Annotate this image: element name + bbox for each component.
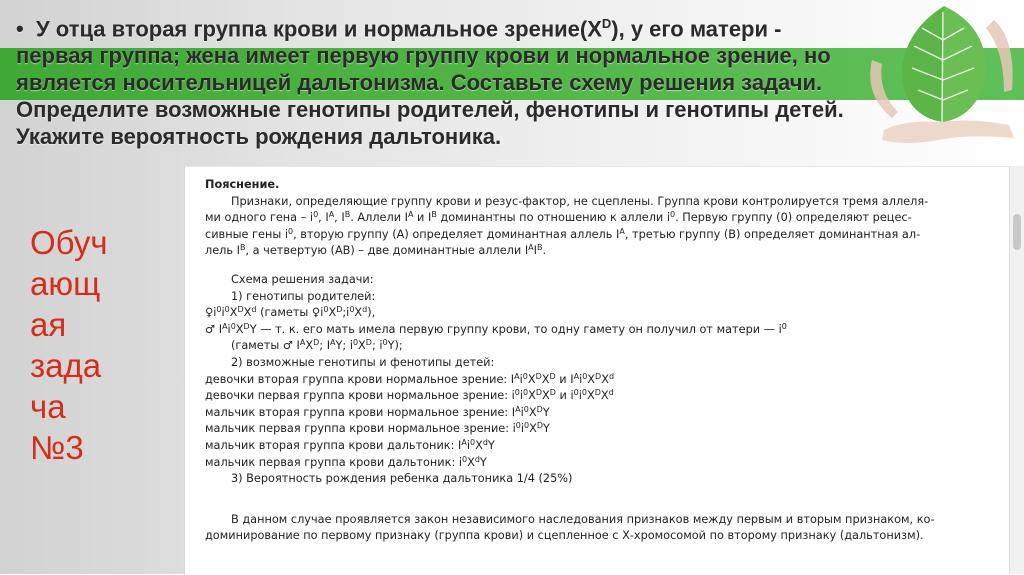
text-span: i — [520, 405, 524, 419]
text-span: ♀i — [205, 306, 217, 320]
text-span: i — [227, 322, 231, 336]
solution-sheet — [184, 166, 1024, 575]
sup: A — [619, 226, 625, 236]
sup: 0 — [523, 388, 529, 398]
text-span: ми одного гена – i — [205, 211, 314, 225]
leaf-in-hands-icon — [844, 0, 1024, 150]
text-span: I — [533, 244, 537, 258]
sup: 0 — [352, 338, 359, 348]
sup: A — [299, 338, 306, 348]
sheet-heading: Пояснение. — [205, 178, 280, 191]
side-title — [30, 222, 150, 468]
text-span: , I — [334, 211, 345, 225]
text-span: мальчик вторая группа крови нормальное зрение: I — [205, 405, 516, 419]
text-span: i — [520, 422, 525, 436]
text-span: X — [587, 372, 596, 386]
sup: d — [362, 305, 368, 315]
side-title-line: зада — [30, 347, 102, 384]
text-span: ;i — [342, 306, 350, 320]
sup: A — [407, 210, 414, 220]
sup: D — [237, 305, 244, 315]
sup: B — [344, 210, 351, 220]
text-span: X — [600, 389, 609, 403]
sup: D — [594, 388, 601, 398]
text-span: X — [467, 455, 475, 469]
text-span: X — [358, 339, 366, 353]
text-span: и I — [413, 211, 432, 225]
sup: d — [608, 388, 614, 398]
child-boy-1-colorblind — [205, 455, 995, 472]
sup: B — [537, 243, 543, 253]
sup: B — [239, 243, 246, 253]
sup: A — [461, 437, 467, 447]
text-span: i — [570, 389, 574, 403]
sup: 0 — [462, 454, 468, 464]
child-boy-1-normal — [205, 421, 995, 438]
sup: D — [535, 371, 542, 381]
text-span: i — [519, 372, 523, 386]
text-span: X — [528, 389, 536, 403]
scrollbar[interactable] — [1009, 166, 1024, 574]
sup: 0 — [670, 210, 676, 220]
text-span: мальчик первая группа крови дальтоник: i — [205, 455, 462, 469]
sup: 0 — [581, 388, 587, 398]
sup: A — [528, 243, 534, 253]
side-title-line: ая — [30, 306, 67, 343]
child-girl-2 — [205, 372, 995, 389]
text-span: X — [354, 306, 363, 320]
text-span: X — [527, 372, 536, 386]
father-genotype — [205, 322, 995, 339]
side-title-line: №3 — [30, 429, 84, 466]
text-span: I — [570, 372, 574, 386]
sup: 0 — [514, 388, 520, 398]
text-span: Y — [487, 438, 495, 452]
sup: 0 — [469, 437, 476, 447]
text-span: X — [229, 306, 238, 320]
sup: 0 — [287, 226, 294, 236]
text-span: девочки первая группа крови нормальное зрение: i — [205, 389, 515, 403]
text-span: и — [555, 372, 571, 386]
conclusion-line-1: В данном случае проявляется закон независимого наследования признаков между первым и вторым признаком, ко- — [231, 512, 935, 526]
text-span: X — [475, 438, 483, 452]
father-gametes — [205, 338, 995, 355]
question-sup: D — [601, 16, 612, 31]
sup: D — [595, 371, 602, 381]
sup: d — [482, 437, 488, 447]
mother-genotype — [205, 305, 995, 322]
text-span: (гаметы ♀i — [256, 306, 324, 320]
text-span: . — [542, 244, 547, 258]
text-span: девочки вторая группа крови нормальное зрение: I — [205, 372, 515, 386]
text-span: Признаки, определяющие группу крови и резус-фактор, не сцеплены. Группа крови контролируется тремя аллеля- — [231, 194, 929, 208]
sup: D — [336, 305, 343, 315]
text-span: X — [601, 372, 609, 386]
conclusion-line-2: доминирование по первому признаку (группа крови) и сцепленное с Х-хромосомой по второму признаку (дальтонизм). — [205, 529, 924, 543]
child-girl-1 — [205, 388, 995, 405]
text-span: Y — [543, 422, 550, 436]
spacer — [205, 260, 995, 272]
text-span: (гаметы ♂ I — [231, 339, 300, 353]
text-span: X — [586, 389, 595, 403]
spacer — [205, 500, 995, 512]
text-span: ), — [367, 306, 376, 320]
sup: 0 — [323, 305, 329, 315]
solution-text — [205, 177, 995, 545]
sup: A — [515, 404, 521, 414]
text-line — [205, 194, 995, 211]
sup: d — [251, 305, 257, 315]
child-boy-2-normal — [205, 405, 995, 422]
scrollbar-thumb[interactable] — [1013, 214, 1021, 250]
text-span: ; i — [371, 339, 383, 353]
text-span: , третью группу (В) определяет доминантная ал- — [624, 227, 921, 241]
text-span: , вторую группу (А) определяет доминантная аллель I — [293, 227, 620, 241]
text-line — [205, 243, 995, 260]
sup: A — [514, 371, 520, 381]
sup: D — [313, 338, 320, 348]
text-span: i — [221, 306, 225, 320]
text-span: ; I — [319, 339, 331, 353]
text-span: X — [541, 372, 550, 386]
text-span: . Аллели I — [350, 211, 408, 225]
text-line — [205, 210, 995, 227]
sup: D — [365, 338, 372, 348]
sup: 0 — [382, 338, 388, 348]
text-span: X — [542, 389, 550, 403]
sup: 0 — [522, 371, 528, 381]
text-span: i — [579, 372, 583, 386]
text-span: i — [578, 389, 582, 403]
text-span: X — [328, 306, 337, 320]
text-span: X — [243, 306, 252, 320]
text-span: , I — [318, 211, 329, 225]
sup: 0 — [515, 421, 521, 431]
text-span: X — [528, 405, 537, 419]
sup: d — [608, 371, 615, 381]
sup: 0 — [224, 305, 230, 315]
sup: A — [330, 338, 336, 348]
text-span: X — [305, 339, 314, 353]
text-span: i — [519, 389, 524, 403]
side-title-line: ча — [30, 388, 66, 425]
sup: D — [549, 371, 556, 381]
text-line — [205, 227, 995, 244]
sup: D — [536, 421, 544, 431]
sup: D — [536, 404, 543, 414]
sup: A — [222, 321, 228, 331]
text-span: i — [466, 438, 470, 452]
question-text — [16, 10, 856, 150]
sup: A — [573, 371, 580, 381]
sup: 0 — [573, 388, 579, 398]
sup: 0 — [349, 305, 355, 315]
sup: 0 — [230, 321, 236, 331]
text-span: Y); — [387, 339, 403, 353]
text-span: Y — т. к. его мать имела первую группу крови, то одну гамету он получил от матери — i — [249, 322, 782, 336]
sup: D — [243, 321, 250, 331]
spacer — [205, 488, 995, 500]
sup: 0 — [216, 305, 222, 315]
question-part2: ), у его матери - первая группа; жена имеет первую группу крови и нормальное зрение, но является носительницей дальтонизма. Составьте схему решения задачи. Определите возможные генотипы родителей, фенотипы и генотипы детей. Укажите вероятность рождения дальтоника. — [16, 16, 844, 150]
sup: 0 — [582, 371, 588, 381]
text-span: мальчик первая группа крови нормальное зрение: i — [205, 422, 516, 436]
text-span: и — [555, 389, 571, 403]
side-title-line: Обуч — [30, 224, 108, 261]
sup: 0 — [523, 404, 529, 414]
child-boy-2-colorblind — [205, 438, 995, 455]
text-span: . Первую группу (0) определяют рецес- — [675, 211, 912, 225]
question-part1: У отца вторая группа крови и нормальное зрение(X — [36, 16, 602, 42]
sup: A — [328, 210, 335, 220]
sup: 0 — [313, 210, 319, 220]
sup: D — [535, 388, 543, 398]
text-span: доминантны по отношению к аллели i — [436, 211, 670, 225]
text-span: мальчик вторая группа крови дальтоник: I — [205, 438, 462, 452]
scheme-title: Схема решения задачи: — [231, 272, 374, 286]
text-span: сивные гены i — [205, 227, 288, 241]
side-title-line: ающ — [30, 265, 101, 302]
text-span: ♂ I — [205, 322, 223, 336]
sup: 0 — [524, 421, 530, 431]
text-span: X — [529, 422, 537, 436]
sup: 0 — [781, 321, 787, 331]
step-2: 2) возможные генотипы и фенотипы детей: — [231, 355, 495, 369]
sup: B — [431, 210, 437, 220]
text-span: X — [235, 322, 244, 336]
step-3: 3) Вероятность рождения ребенка дальтоника 1/4 (25%) — [231, 472, 573, 486]
sup: d — [474, 454, 480, 464]
step-1: 1) генотипы родителей: — [231, 289, 376, 303]
text-span: Y — [542, 405, 550, 419]
sup: D — [549, 388, 556, 398]
bullet: • — [16, 16, 24, 42]
text-span: Y — [479, 455, 487, 469]
text-span: Y; i — [335, 339, 353, 353]
text-span: лель I — [205, 244, 240, 258]
text-span: , а четвертую (АВ) – две доминантные аллели I — [245, 244, 529, 258]
